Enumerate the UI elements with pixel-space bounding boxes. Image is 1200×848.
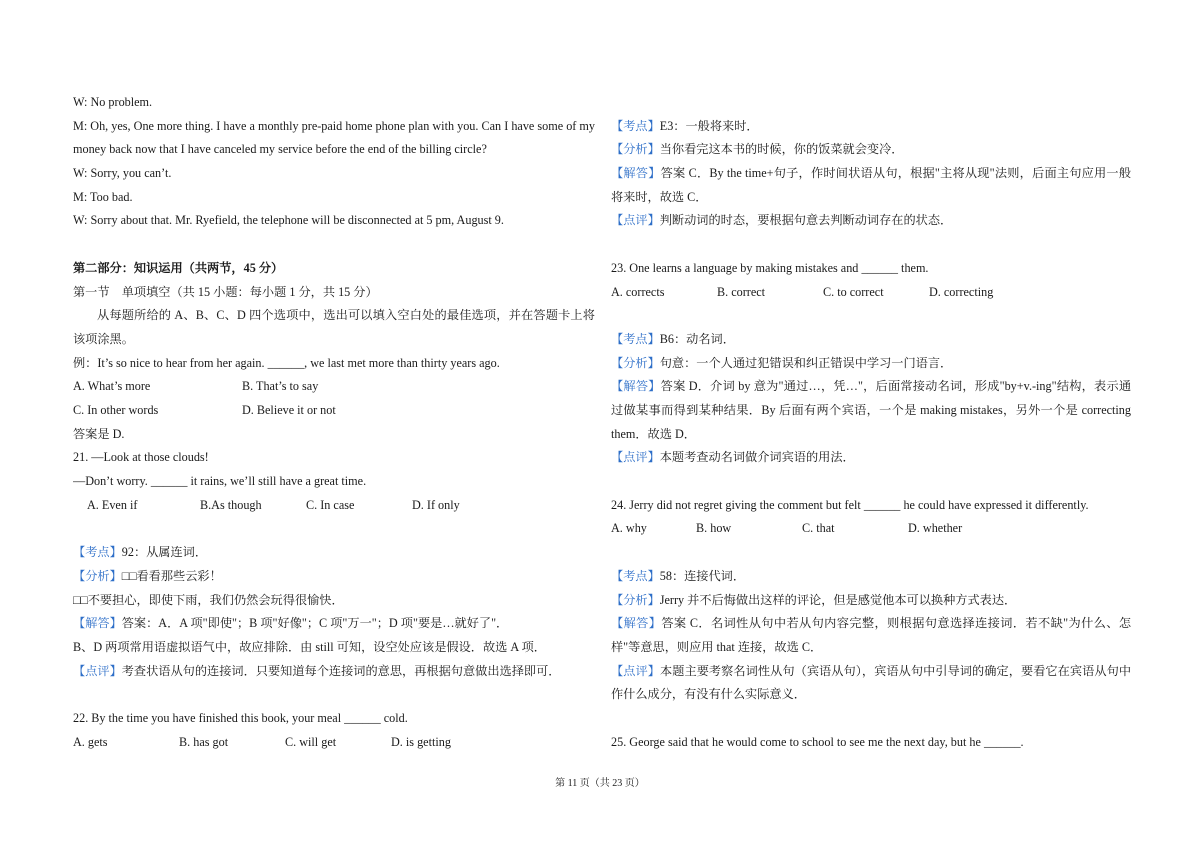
kaodian-tag: 【考点】 <box>611 568 660 583</box>
dianping-tag: 【点评】 <box>73 663 122 678</box>
jieda-tag: 【解答】 <box>611 616 662 631</box>
q21-line1: 21. —Look at those clouds! <box>73 450 209 465</box>
dianping-tag: 【点评】 <box>611 213 660 228</box>
q23-stem: 23. One learns a language by making mistakes and ______ them. <box>611 260 929 275</box>
left-column <box>73 91 595 754</box>
q21-fenxi-2: □□不要担心，即使下雨，我们仍然会玩得很愉快． <box>73 592 344 607</box>
dialog-line: W: No problem. <box>73 95 153 109</box>
jieda-tag: 【解答】 <box>611 379 661 394</box>
q24-stem: 24. Jerry did not regret giving the comment but felt ______ he could have expressed it differently. <box>611 497 1089 512</box>
q23-kaodian: 【考点】B6：动名词． <box>611 331 735 346</box>
fenxi-tag: 【分析】 <box>611 355 660 370</box>
kaodian-tag: 【考点】 <box>611 331 660 346</box>
q23-fenxi: 【分析】句意：一个人通过犯错误和纠正错误中学习一门语言． <box>611 355 953 370</box>
q22-option-b: B. has got <box>179 734 229 749</box>
q21-options <box>73 494 595 518</box>
dianping-tag: 【点评】 <box>611 663 660 678</box>
q24-dianping: 【点评】本题主要考察名词性从句（宾语从句），宾语从句中引导词的确定，要看它在宾语从句中作什么成分，有没有什么实际意义． <box>611 663 1132 702</box>
q23-option-d: D. correcting <box>929 284 994 299</box>
q21-line2: —Don’t worry. ______ it rains, we’ll still have a great time. <box>73 474 367 489</box>
q22-kaodian: 【考点】E3：一般将来时． <box>611 118 759 133</box>
q21-option-a: A. Even if <box>87 497 138 512</box>
kaodian-tag: 【考点】 <box>611 118 660 133</box>
right-column <box>611 91 1131 754</box>
fenxi-tag: 【分析】 <box>73 568 122 583</box>
section1-title: 第一节 单项填空（共 15 小题：每小题 1 分，共 15 分） <box>73 284 378 299</box>
q22-option-c: C. will get <box>285 734 337 749</box>
q21-option-d: D. If only <box>412 497 460 512</box>
q21-option-c: C. In case <box>306 497 355 512</box>
example-answer: 答案是 D. <box>73 426 125 441</box>
example-options-row2 <box>73 399 595 423</box>
q21-jieda: 【解答】答案：A．A 项"即使"；B 项"好像"；C 项"万一"；D 项"要是…就好了"． <box>73 616 509 631</box>
q25-stem: 25. George said that he would come to school to see me the next day, but he ______. <box>611 734 1024 749</box>
q24-options <box>611 517 1131 541</box>
q24-option-a: A. why <box>611 521 647 536</box>
instruction: 从每题所给的 A、B、C、D 四个选项中，选出可以填入空白处的最佳选项，并在答题卡上将该项涂黑。 <box>73 308 595 346</box>
q22-option-a: A. gets <box>73 734 108 749</box>
q21-dianping: 【点评】考查状语从句的连接词．只要知道每个连接词的意思，再根据句意做出选择即可． <box>73 663 561 678</box>
q21-jieda-2: B、D 两项常用语虚拟语气中，故应排除．由 still 可知，设空处应该是假设．故选 A 项． <box>73 639 546 654</box>
kaodian-tag: 【考点】 <box>73 545 122 560</box>
q22-dianping: 【点评】判断动词的时态，要根据句意去判断动词存在的状态． <box>611 213 953 228</box>
q22-options <box>73 731 595 755</box>
q23-option-c: C. to correct <box>823 284 884 299</box>
example-option-d: D. Believe it or not <box>242 403 336 417</box>
q24-fenxi: 【分析】Jerry 并不后悔做出这样的评论，但是感觉他本可以换种方式表达． <box>611 592 1017 607</box>
dialog-line: M: Oh, yes, One more thing. I have a monthly pre-paid home phone plan with you. Can I have some of my money back now that I have canceled my service before the end of the billing circle? <box>73 118 595 157</box>
q22-stem: 22. By the time you have finished this book, your meal ______ cold. <box>73 710 408 725</box>
page-footer: 第 11 页（共 23 页） <box>555 778 645 789</box>
q21-option-b: B.As though <box>200 497 262 512</box>
q22-option-d: D. is getting <box>391 734 451 749</box>
q23-option-b: B. correct <box>717 284 766 299</box>
q24-kaodian: 【考点】58：连接代词． <box>611 568 746 583</box>
section-title: 第二部分：知识运用（共两节，45 分） <box>73 260 284 275</box>
q24-jieda: 【解答】答案 C．名词性从句中若从句内容完整，则根据句意选择连接词．若不缺"为什么、怎样"等意思，则应用 that 连接，故选 C． <box>611 616 1131 654</box>
q24-option-c: C. that <box>802 521 835 536</box>
dialog-line: W: Sorry, you can’t. <box>73 166 172 181</box>
fenxi-tag: 【分析】 <box>611 142 660 157</box>
jieda-tag: 【解答】 <box>611 166 661 181</box>
dianping-tag: 【点评】 <box>611 450 660 465</box>
q23-jieda: 【解答】答案 D．介词 by 意为"通过…，凭…"，后面常接动名词，形成"by+v.-ing"结构，表示通过做某事而得到某种结果．By 后面有两个宾语，一个是 making mistakes，另外一个是 correcting them．故选 D． <box>611 379 1132 441</box>
jieda-tag: 【解答】 <box>73 616 122 631</box>
fenxi-tag: 【分析】 <box>611 592 660 607</box>
q23-dianping: 【点评】本题考查动名词做介词宾语的用法． <box>611 450 855 465</box>
example-stem: 例：It’s so nice to hear from her again. ______, we last met more than thirty years ago. <box>73 355 500 370</box>
example-option-a: A. What’s more <box>73 379 151 394</box>
example-option-b: B. That’s to say <box>242 379 319 394</box>
dialog-line: M: Too bad. <box>73 189 133 204</box>
q21-kaodian: 【考点】92：从属连词． <box>73 545 208 560</box>
q23-options <box>611 281 1131 305</box>
q24-option-b: B. how <box>696 521 732 536</box>
q23-option-a: A. corrects <box>611 284 665 299</box>
dialog-line: W: Sorry about that. Mr. Ryefield, the telephone will be disconnected at 5 pm, August 9. <box>73 213 504 228</box>
example-options-row1 <box>73 375 595 399</box>
q21-fenxi: 【分析】□□看看那些云彩！ <box>73 568 222 583</box>
q24-option-d: D. whether <box>908 521 963 536</box>
q22-fenxi: 【分析】当你看完这本书的时候，你的饭菜就会变冷． <box>611 142 904 157</box>
q22-jieda: 【解答】答案 C．By the time+句子，作时间状语从句，根据"主将从现"法则，后面主句应用一般将来时，故选 C． <box>611 166 1132 204</box>
example-option-c: C. In other words <box>73 403 159 417</box>
